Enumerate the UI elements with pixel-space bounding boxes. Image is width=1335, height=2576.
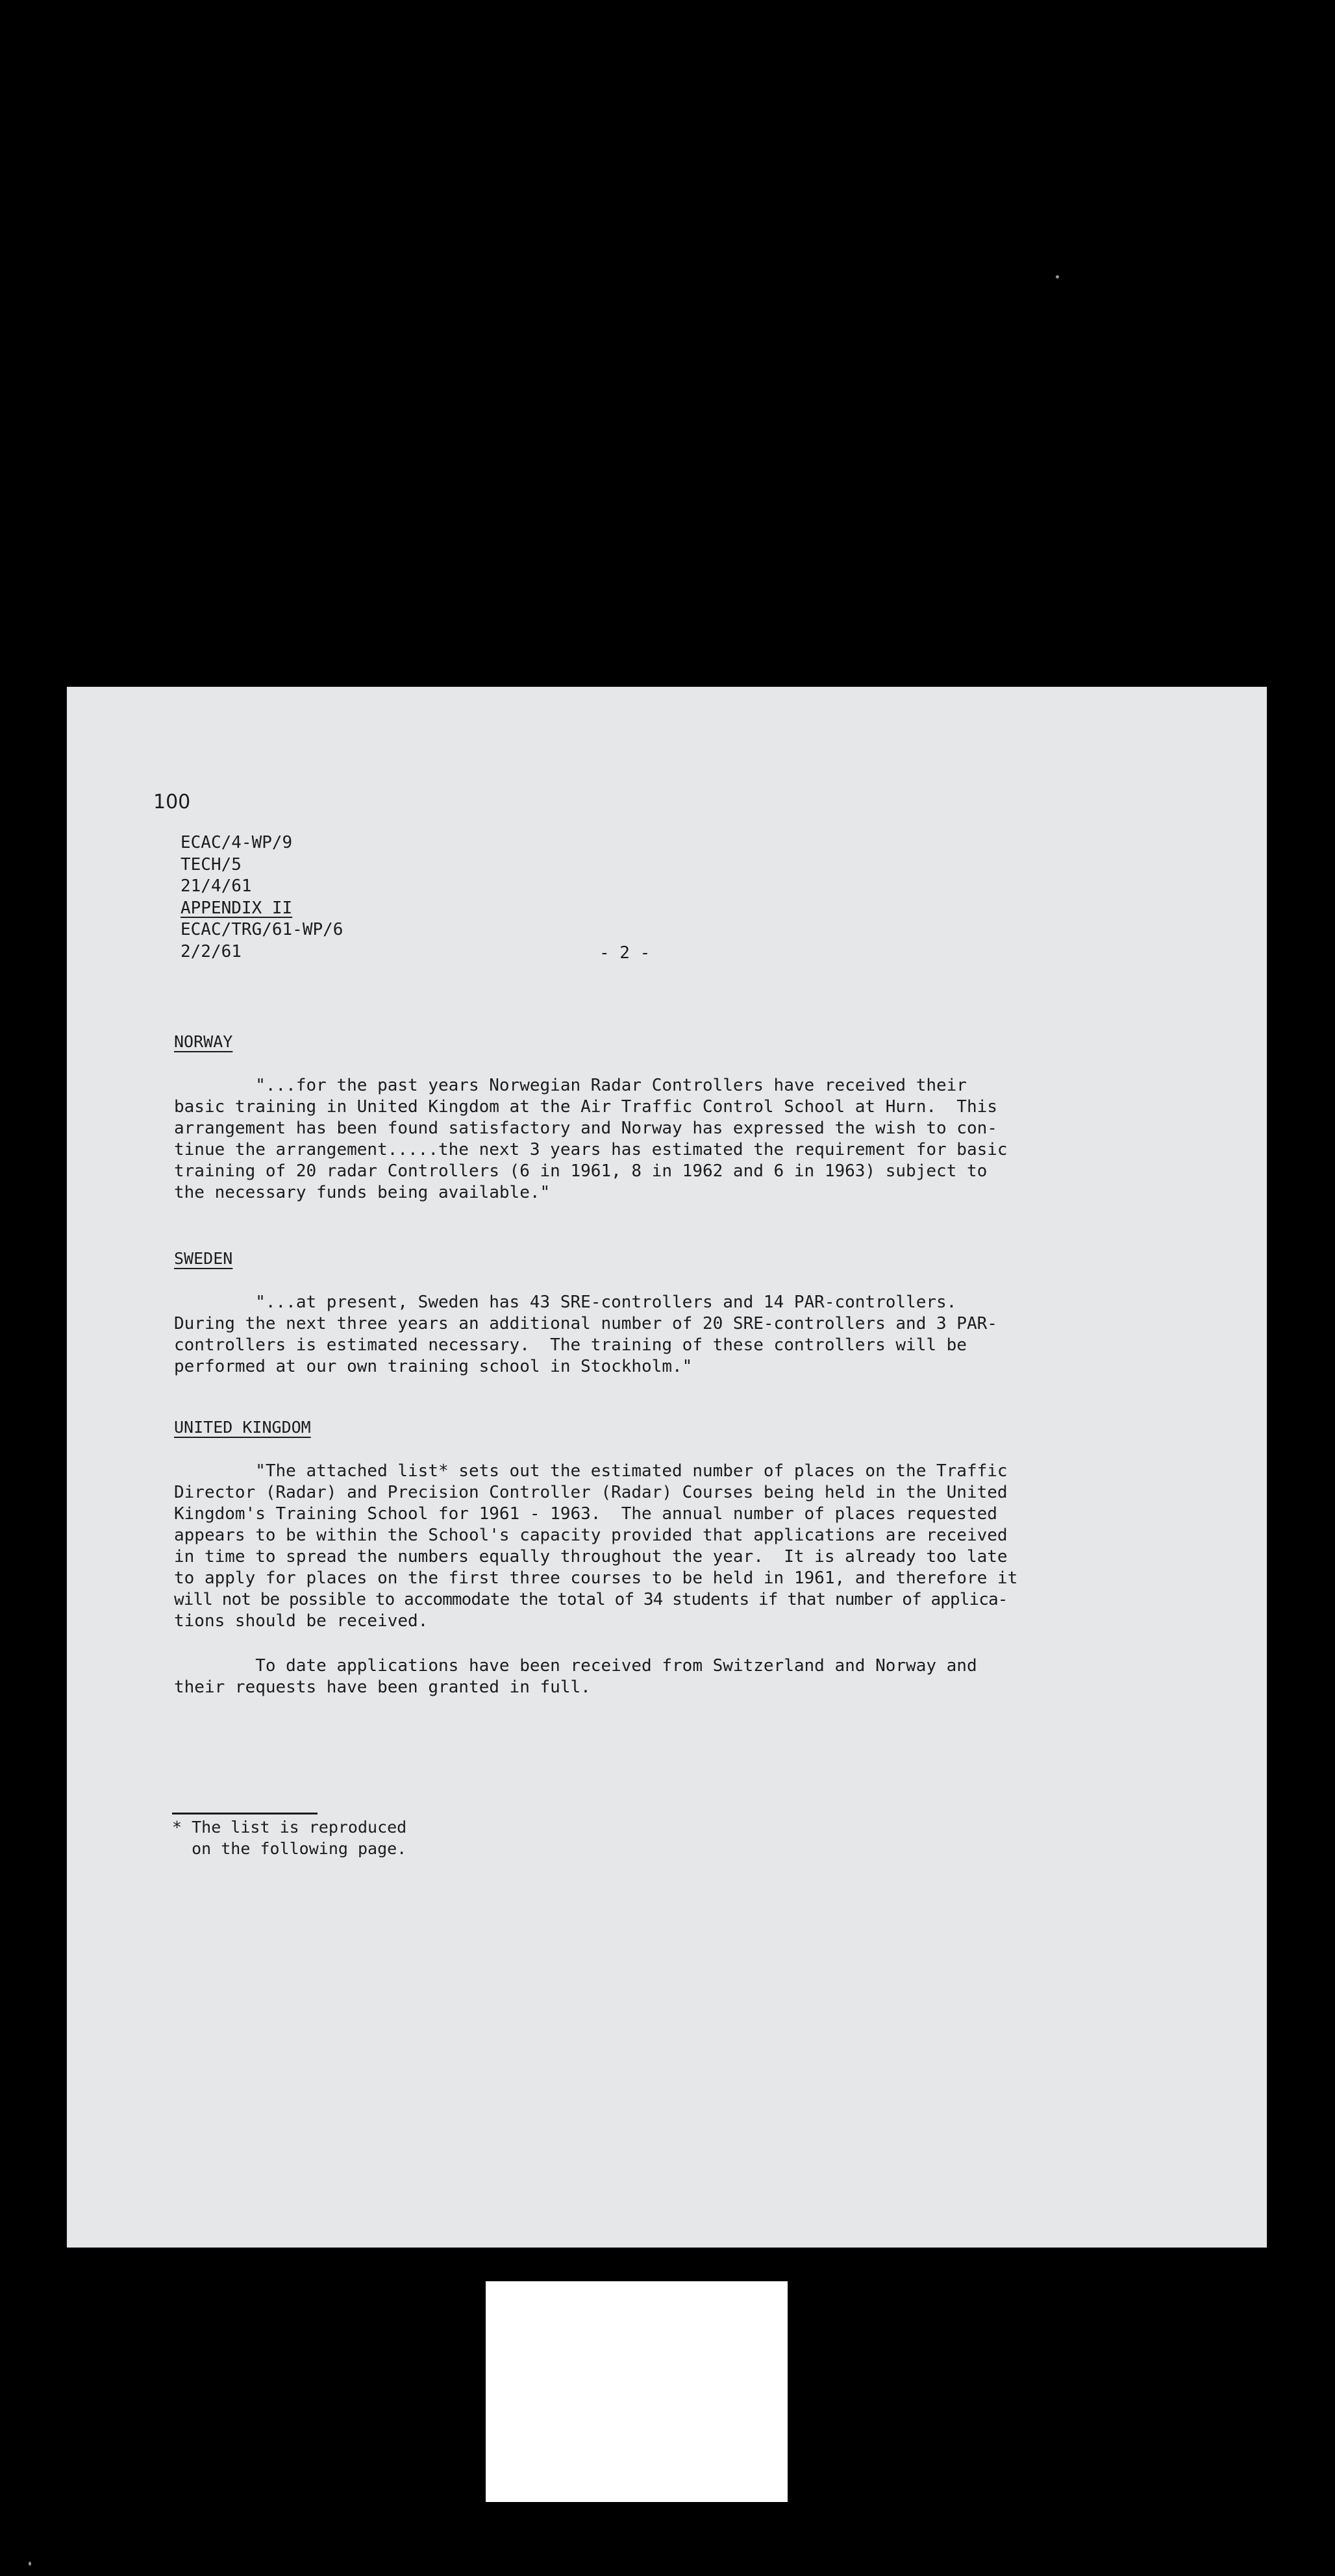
paragraph-line: basic training in United Kingdom at the Air Traffic Control School at Hurn. This [174, 1097, 997, 1117]
reference-line: TECH/5 [181, 854, 242, 874]
paragraph-line: Kingdom's Training School for 1961 - 1963. The annual number of places requested [174, 1504, 997, 1524]
page-marker: - 2 - [599, 943, 651, 963]
footnote-rule [172, 1813, 318, 1814]
blank-card [486, 2281, 788, 2502]
paragraph-line: arrangement has been found satisfactory and Norway has expressed the wish to con- [174, 1119, 997, 1138]
section-heading-norway: NORWAY [174, 1032, 233, 1051]
footnote-line: on the following page. [172, 1839, 407, 1858]
appendix-label: APPENDIX II [181, 898, 293, 918]
footnote-line: * The list is reproduced [172, 1818, 407, 1837]
document-page [67, 687, 1267, 2248]
page-number: 100 [153, 791, 191, 813]
paragraph-line: in time to spread the numbers equally throughout the year. It is already too late [174, 1547, 1008, 1567]
united-kingdom-paragraph [174, 1461, 1187, 1632]
paragraph-line: the necessary funds being available." [174, 1183, 551, 1202]
paragraph-line: "...at present, Sweden has 43 SRE-controllers and 14 PAR-controllers. [174, 1293, 957, 1312]
paragraph-line: will not be possible to accommodate the total of 34 students if that number of applica- [174, 1590, 1008, 1609]
reference-line: 2/2/61 [181, 941, 242, 961]
paragraph-line: performed at our own training school in Stockholm." [174, 1357, 693, 1376]
paragraph-line: Director (Radar) and Precision Controller (Radar) Courses being held in the United [174, 1483, 1008, 1502]
paragraph-line: During the next three years an additional number of 20 SRE-controllers and 3 PAR- [174, 1314, 997, 1333]
norway-paragraph [174, 1075, 1187, 1204]
paragraph-line: controllers is estimated necessary. The training of these controllers will be [174, 1335, 967, 1355]
reference-line: ECAC/TRG/61-WP/6 [181, 920, 343, 939]
paragraph-line: tinue the arrangement.....the next 3 years has estimated the requirement for basic [174, 1140, 1008, 1159]
section-heading-united-kingdom: UNITED KINGDOM [174, 1418, 311, 1437]
united-kingdom-closing-paragraph [174, 1655, 1187, 1698]
paragraph-line: To date applications have been received from Switzerland and Norway and [174, 1656, 977, 1676]
paragraph-line: training of 20 radar Controllers (6 in 1961, 8 in 1962 and 6 in 1963) subject to [174, 1161, 988, 1181]
paragraph-line: "The attached list* sets out the estimated number of places on the Traffic [174, 1461, 1008, 1481]
paragraph-line: "...for the past years Norwegian Radar Controllers have received their [174, 1076, 967, 1095]
section-heading-sweden: SWEDEN [174, 1249, 233, 1268]
reference-block [181, 832, 343, 963]
reference-line: 21/4/61 [181, 876, 252, 896]
paragraph-line: their requests have been granted in full. [174, 1678, 591, 1697]
paragraph-line: to apply for places on the first three courses to be held in 1961, and therefore it [174, 1568, 1018, 1588]
dust-speck [29, 2562, 31, 2566]
paragraph-line: appears to be within the School's capacity provided that applications are received [174, 1526, 1008, 1545]
paragraph-line: tions should be received. [174, 1611, 429, 1631]
sweden-paragraph [174, 1292, 1187, 1378]
reference-line: ECAC/4-WP/9 [181, 833, 293, 852]
dust-speck [1056, 275, 1059, 279]
footnote [172, 1816, 406, 1859]
